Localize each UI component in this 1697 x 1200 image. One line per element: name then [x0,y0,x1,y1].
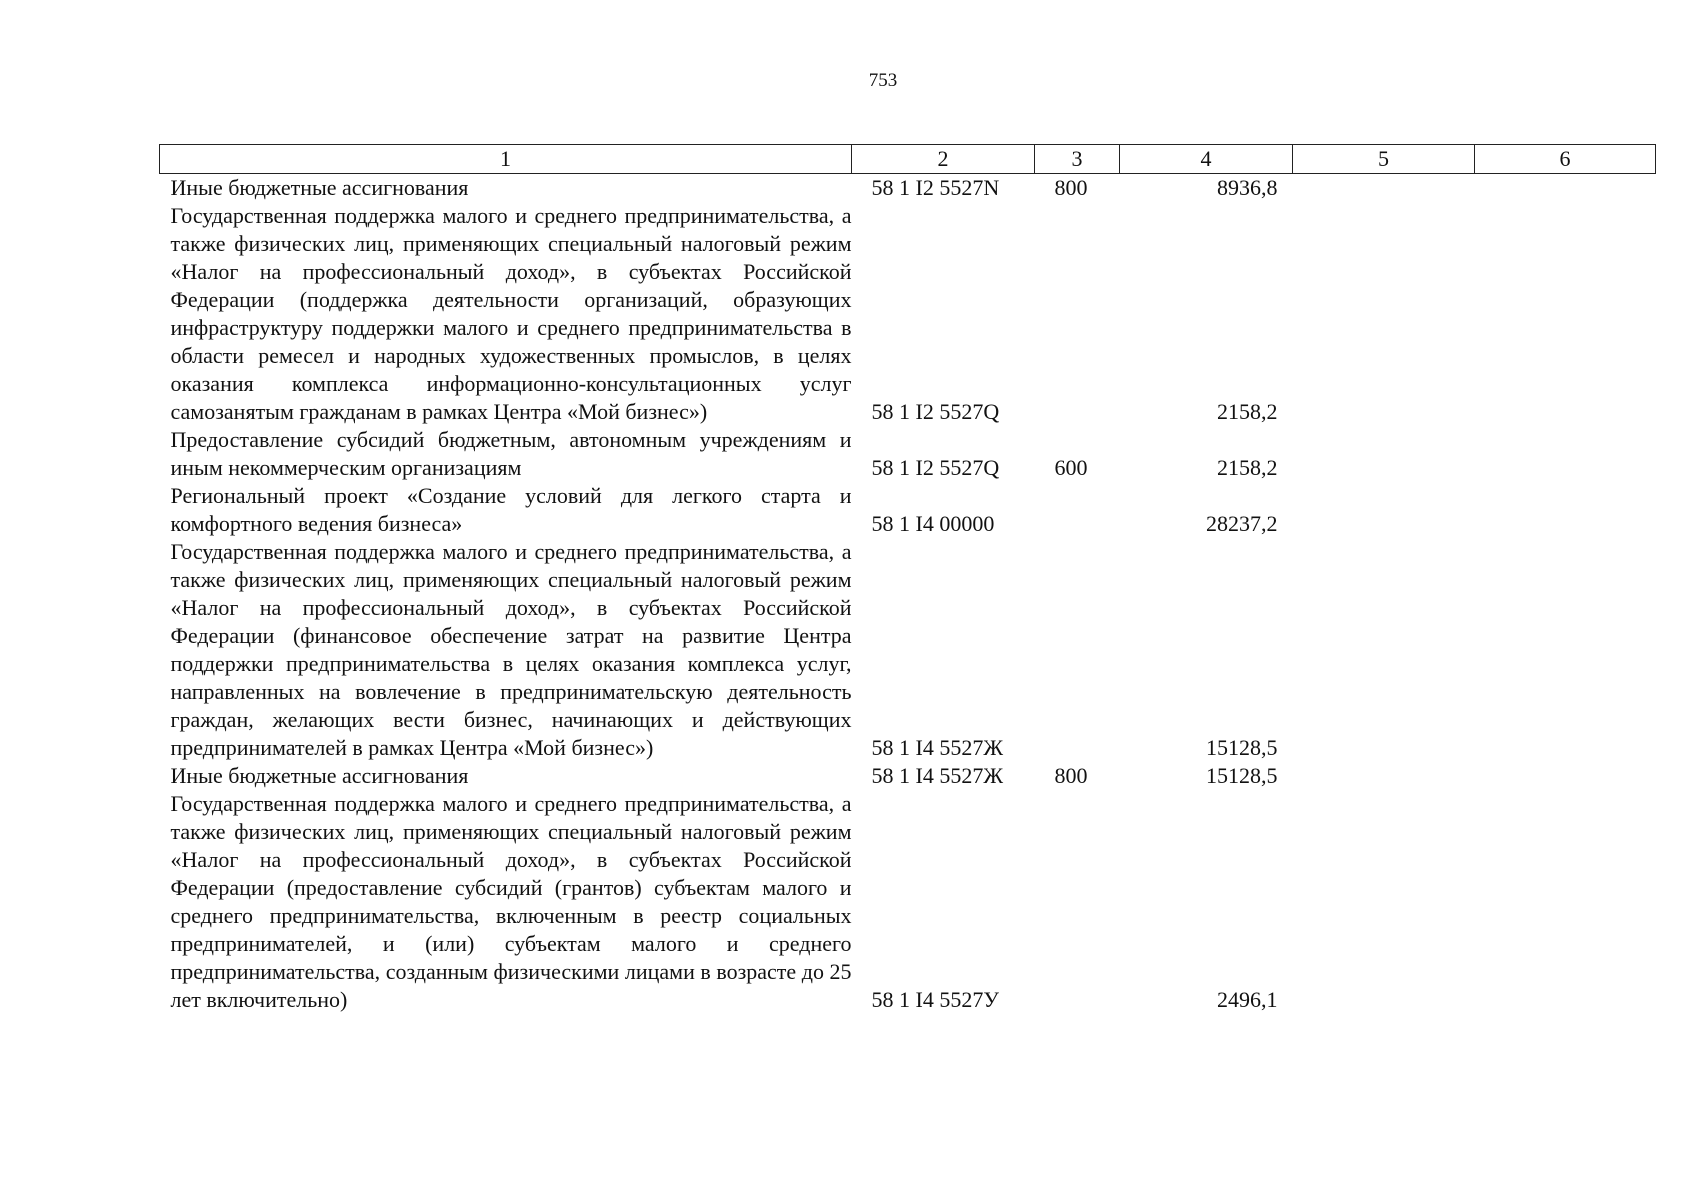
table-row [160,174,1656,203]
target-code: 58 1 I4 5527У [871,987,999,1012]
expense-type: 600 [1054,455,1088,480]
expense-type [1035,538,1120,762]
column-6-cell [1475,202,1656,426]
amount: 28237,2 [1206,511,1278,536]
target-code: 58 1 I4 5527Ж [871,763,1004,788]
header-row [160,145,1656,174]
column-header-6: 6 [1475,145,1656,174]
item-name: Предоставление субсидий бюджетным, автономным учреждениям и иным некоммерческим организациям [170,427,852,480]
table-row [160,482,1656,538]
expense-type [1035,482,1120,538]
expense-type [1035,202,1120,426]
table-row [160,538,1656,762]
column-6-cell [1475,174,1656,203]
amount: 2158,2 [1217,399,1278,424]
column-5-cell [1293,426,1475,482]
expense-type: 800 [1054,763,1088,788]
table-row [160,762,1656,790]
item-name: Иные бюджетные ассигнования [170,175,469,200]
amount: 15128,5 [1206,763,1278,788]
budget-table [159,144,1656,1014]
column-header-2: 2 [852,145,1035,174]
column-header-1: 1 [160,145,852,174]
amount: 2496,1 [1217,987,1278,1012]
table-header [160,145,1656,174]
column-header-3: 3 [1035,145,1120,174]
amount: 2158,2 [1217,455,1278,480]
target-code: 58 1 I2 5527Q [871,399,1000,424]
expense-type [1035,790,1120,1014]
item-name: Региональный проект «Создание условий для легкого старта и комфортного ведения бизнеса» [170,483,852,536]
target-code: 58 1 I4 5527Ж [871,735,1004,760]
column-header-4: 4 [1120,145,1293,174]
page-number: 753 [868,70,898,91]
expense-type: 800 [1054,175,1088,200]
item-name: Государственная поддержка малого и среднего предпринимательства, а также физических лиц, применяющих специальный налоговый режим «Налог на профессиональный доход», в субъектах Российской Федерации (финансовое обеспечение затрат на развитие Центра поддержки предпринимательства в целях оказания комплекса услуг, направленных на вовлечение в предпринимательскую деятельность граждан, желающих вести бизнес, начинающих и действующих предпринимателей в рамках Центра «Мой бизнес») [170,539,852,760]
amount: 8936,8 [1217,175,1278,200]
target-code: 58 1 I2 5527N [871,175,1000,200]
amount: 15128,5 [1206,735,1278,760]
column-5-cell [1293,202,1475,426]
column-6-cell [1475,762,1656,790]
target-code: 58 1 I2 5527Q [871,455,1000,480]
column-5-cell [1293,538,1475,762]
table-row [160,426,1656,482]
table-row [160,202,1656,426]
column-5-cell [1293,762,1475,790]
column-header-5: 5 [1293,145,1475,174]
item-name: Государственная поддержка малого и среднего предпринимательства, а также физических лиц, применяющих специальный налоговый режим «Налог на профессиональный доход», в субъектах Российской Федерации (предоставление субсидий (грантов) субъектам малого и среднего предпринимательства, включенным в реестр социальных предпринимателей, и (или) субъектам малого и среднего предпринимательства, созданным физическими лицами в возрасте до 25 лет включительно) [170,791,852,1012]
column-6-cell [1475,538,1656,762]
column-5-cell [1293,482,1475,538]
column-5-cell [1293,174,1475,203]
target-code: 58 1 I4 00000 [871,511,995,536]
column-5-cell [1293,790,1475,1014]
column-6-cell [1475,426,1656,482]
column-6-cell [1475,482,1656,538]
column-6-cell [1475,790,1656,1014]
item-name: Государственная поддержка малого и среднего предпринимательства, а также физических лиц, применяющих специальный налоговый режим «Налог на профессиональный доход», в субъектах Российской Федерации (поддержка деятельности организаций, образующих инфраструктуру поддержки малого и среднего предпринимательства в области ремесел и народных художественных промыслов, в целях оказания комплекса информационно-консультационных услуг самозанятым гражданам в рамках Центра «Мой бизнес») [170,203,852,424]
item-name: Иные бюджетные ассигнования [170,763,469,788]
table-body [160,174,1656,1015]
table-row [160,790,1656,1014]
